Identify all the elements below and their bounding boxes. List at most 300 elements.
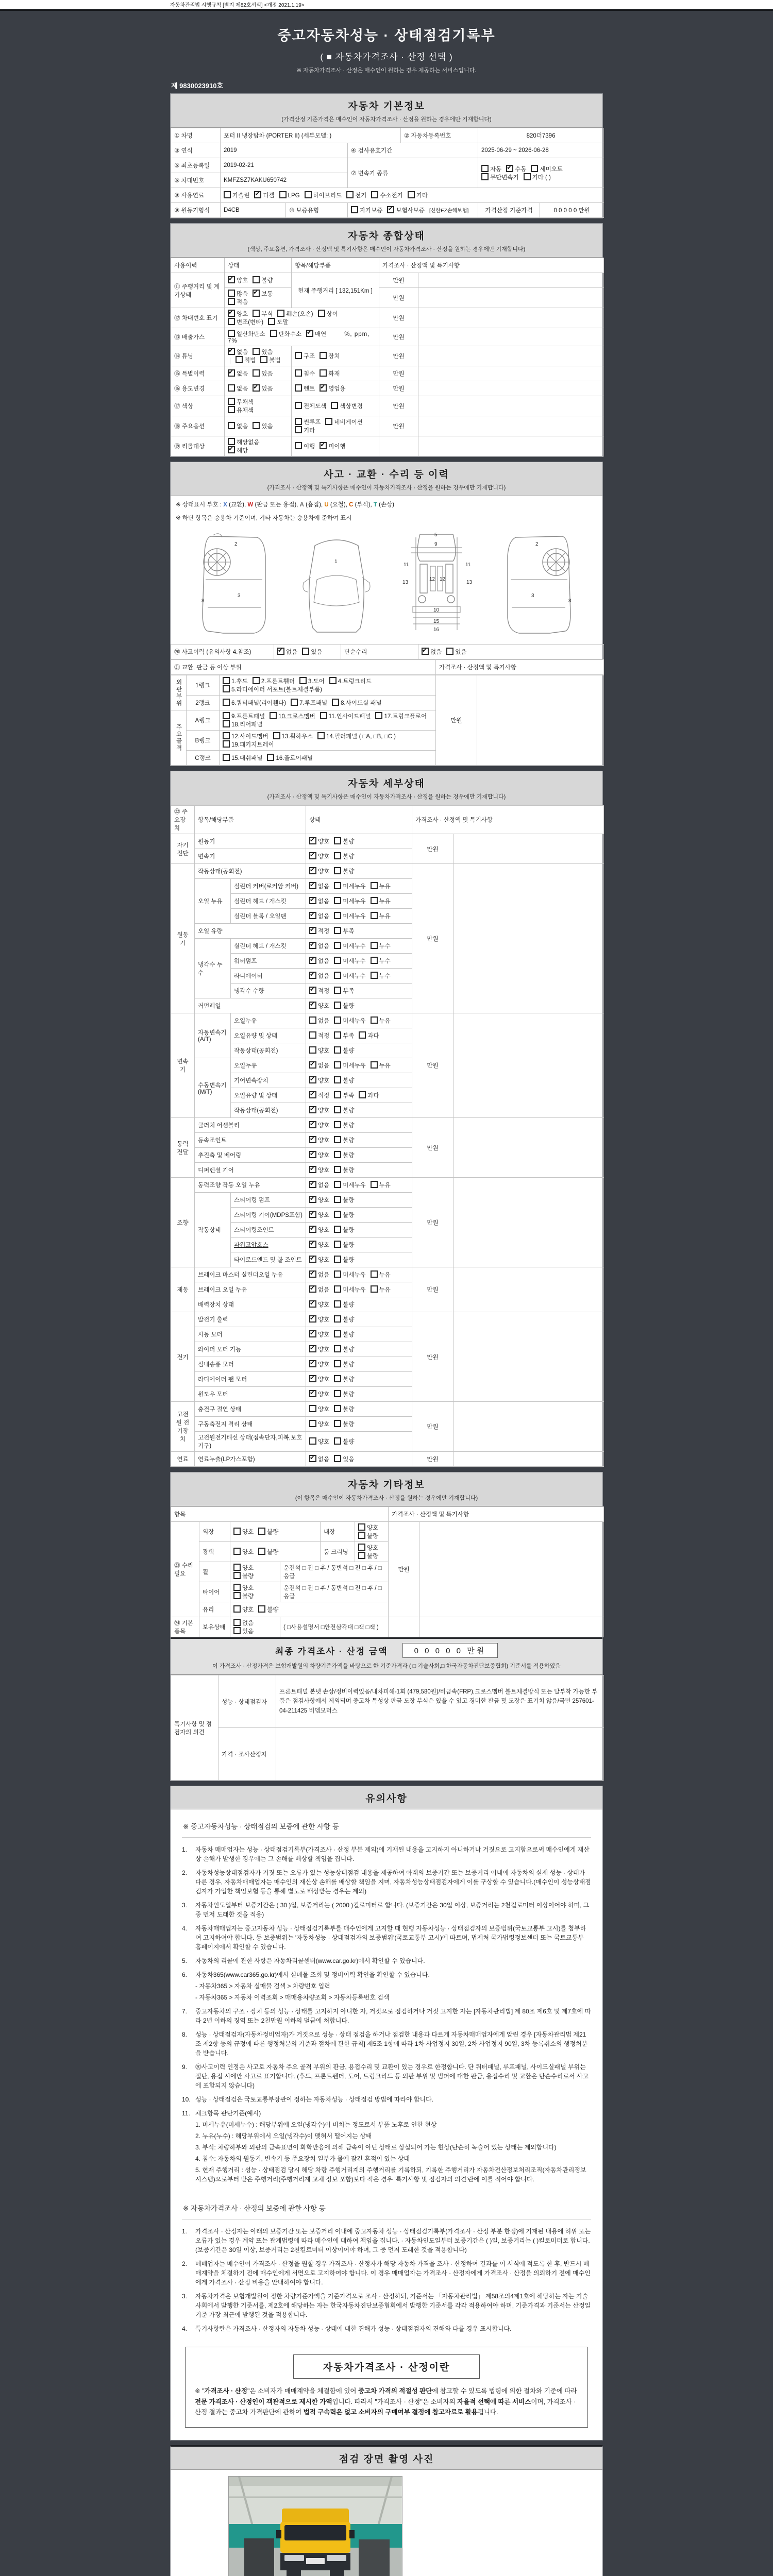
checkbox-label: 색상변경 xyxy=(340,403,363,410)
checkbox-label: 없음 xyxy=(318,1063,330,1069)
rank-parts xyxy=(220,710,436,731)
checkbox[interactable] xyxy=(309,1226,316,1233)
checkbox[interactable] xyxy=(309,837,316,844)
state-code-legend xyxy=(171,496,602,510)
checkbox[interactable] xyxy=(309,1241,316,1248)
checkbox[interactable] xyxy=(325,418,332,425)
checkbox[interactable] xyxy=(223,699,230,706)
notice-title: 유의사항 xyxy=(365,1793,408,1804)
checkbox[interactable] xyxy=(228,406,235,413)
notice-item xyxy=(182,1901,591,1919)
checkbox[interactable] xyxy=(277,310,284,317)
checkbox[interactable] xyxy=(295,369,302,377)
part-checkbox-option xyxy=(320,712,371,720)
checkbox[interactable] xyxy=(334,837,341,844)
checkbox[interactable] xyxy=(295,384,302,392)
checkbox-option xyxy=(334,1420,354,1428)
checkbox-option xyxy=(233,1605,254,1614)
checkbox[interactable] xyxy=(295,352,302,359)
checkbox[interactable] xyxy=(358,1532,365,1539)
checkbox-option xyxy=(334,1091,354,1099)
checkbox[interactable] xyxy=(334,1211,341,1218)
checkbox[interactable] xyxy=(371,191,378,198)
checkbox[interactable] xyxy=(233,1548,241,1555)
checkbox[interactable] xyxy=(309,1300,316,1308)
checkbox[interactable] xyxy=(371,972,378,979)
checkbox[interactable] xyxy=(253,290,260,297)
checkbox[interactable] xyxy=(371,1285,378,1293)
checkbox-option xyxy=(309,1002,329,1010)
checkbox[interactable] xyxy=(358,1523,365,1531)
checkbox[interactable] xyxy=(309,1211,316,1218)
checkbox[interactable] xyxy=(334,912,341,919)
checkbox[interactable] xyxy=(422,648,429,655)
item-checkboxes xyxy=(292,346,379,366)
price-cell: 만원 xyxy=(379,416,418,436)
checkbox-option xyxy=(309,972,329,980)
checkbox-option xyxy=(309,897,329,905)
item-label: 작동상태(공회전) xyxy=(231,1043,306,1058)
checkbox[interactable] xyxy=(334,972,341,979)
rank-parts xyxy=(220,731,436,751)
checkbox[interactable] xyxy=(253,310,260,317)
checkbox[interactable] xyxy=(334,1375,341,1382)
checkbox-label: 없음 xyxy=(318,958,330,964)
checkbox[interactable] xyxy=(273,732,280,739)
checkbox[interactable] xyxy=(334,1420,341,1427)
item-label: 변속기 xyxy=(195,849,306,864)
checkbox-option xyxy=(506,165,526,173)
checkbox[interactable] xyxy=(309,1136,316,1143)
notice-item xyxy=(182,2007,591,2025)
checkbox[interactable] xyxy=(228,398,235,405)
checkbox[interactable] xyxy=(334,1016,341,1024)
checkbox-option xyxy=(334,1285,365,1294)
checkbox[interactable] xyxy=(358,1544,365,1551)
column-header: ㉒ 주요장치 xyxy=(171,806,195,834)
checkbox[interactable] xyxy=(331,402,338,409)
checkbox[interactable] xyxy=(309,1106,316,1113)
checkbox[interactable] xyxy=(309,1437,316,1445)
checkbox-option xyxy=(334,1076,354,1084)
checkbox[interactable] xyxy=(309,1031,316,1039)
notes-cell xyxy=(418,436,604,456)
state-checkboxes xyxy=(306,1372,412,1387)
checkbox-option xyxy=(371,1016,391,1025)
checkbox[interactable] xyxy=(334,1330,341,1337)
checkbox[interactable] xyxy=(309,1151,316,1158)
checkbox[interactable] xyxy=(371,897,378,904)
checkbox[interactable] xyxy=(334,1002,341,1009)
checkbox[interactable] xyxy=(309,1375,316,1382)
notice-list-2 xyxy=(182,2227,591,2333)
item-label: 외장 xyxy=(199,1522,230,1542)
checkbox[interactable] xyxy=(334,1345,341,1352)
checkbox[interactable] xyxy=(309,1002,316,1009)
checkbox[interactable] xyxy=(334,1166,341,1173)
checkbox[interactable] xyxy=(309,972,316,979)
row-label: ⑭ 튜닝 xyxy=(171,346,225,366)
checkbox[interactable] xyxy=(334,852,341,859)
checkbox[interactable] xyxy=(309,1016,316,1024)
checkbox[interactable] xyxy=(291,699,298,706)
notice-item xyxy=(182,1868,591,1896)
checkbox[interactable] xyxy=(359,1031,366,1039)
checkbox[interactable] xyxy=(295,402,302,409)
checkbox[interactable] xyxy=(260,356,267,363)
overall-state-note: (색상, 주요옵션, 가격조사 · 산정액 및 특기사항은 매수인이 자동차가격조사 · 산정을 원하는 경우에만 기재합니다) xyxy=(247,246,526,252)
checkbox[interactable] xyxy=(254,191,261,198)
checkbox-label: 양호 xyxy=(237,278,248,284)
checkbox[interactable] xyxy=(309,927,316,934)
checkbox[interactable] xyxy=(228,290,235,297)
checkbox[interactable] xyxy=(334,1226,341,1233)
checkbox[interactable] xyxy=(309,1166,316,1173)
checkbox[interactable] xyxy=(371,1181,378,1188)
checkbox-label: 디젤 xyxy=(263,193,275,199)
notice-item-subline: 2. 누유(누수) : 해당부위에서 오일(냉각수)이 맺혀서 떨어지는 상태 xyxy=(195,2132,372,2140)
checkbox[interactable] xyxy=(334,867,341,874)
checkbox-option xyxy=(309,837,329,845)
checkbox-label: 유채색 xyxy=(237,408,254,414)
checkbox-option xyxy=(320,442,345,450)
checkbox[interactable] xyxy=(253,677,260,684)
item-group-label: 냉각수 누수 xyxy=(195,939,231,998)
checkbox[interactable] xyxy=(309,987,316,994)
notice-item-text: 성능 · 상태점검은 국토교통부장관이 정하는 자동차성능 · 상태점검 방법에 따라야 합니다. xyxy=(195,2096,433,2103)
notice-item xyxy=(182,1924,591,1952)
checkbox[interactable] xyxy=(267,754,274,761)
checkbox[interactable] xyxy=(233,1627,241,1634)
checkbox[interactable] xyxy=(295,418,302,425)
checkbox[interactable] xyxy=(233,1584,241,1591)
rank-label: 2랭크 xyxy=(187,696,220,710)
checkbox[interactable] xyxy=(334,1196,341,1203)
checkbox-option xyxy=(309,1046,329,1055)
checkbox[interactable] xyxy=(309,1315,316,1323)
checkbox[interactable] xyxy=(309,882,316,889)
checkbox[interactable] xyxy=(318,310,325,317)
checkbox[interactable] xyxy=(320,442,327,449)
checkbox-option xyxy=(228,398,254,406)
checkbox[interactable] xyxy=(228,276,235,283)
checkbox[interactable] xyxy=(279,191,287,198)
checkbox-option xyxy=(320,352,340,360)
checkbox[interactable] xyxy=(334,1061,341,1069)
part-checkbox-option xyxy=(299,677,325,685)
checkbox[interactable] xyxy=(334,1046,341,1054)
checkbox-label: 양호 xyxy=(318,1377,330,1383)
checkbox[interactable] xyxy=(332,699,339,706)
checkbox[interactable] xyxy=(506,165,513,172)
checkbox[interactable] xyxy=(329,677,337,684)
checkbox[interactable] xyxy=(268,318,275,325)
explain-text-segment: 중고차 가격의 적절성 판단 xyxy=(358,2387,432,2395)
checkbox[interactable] xyxy=(309,912,316,919)
checkbox[interactable] xyxy=(309,1330,316,1337)
checkbox[interactable] xyxy=(309,1405,316,1412)
checkbox[interactable] xyxy=(233,1619,241,1626)
checkbox[interactable] xyxy=(228,384,235,392)
checkbox[interactable] xyxy=(351,206,358,213)
checkbox[interactable] xyxy=(277,648,284,655)
checkbox[interactable] xyxy=(228,318,235,325)
overall-state-title: 자동차 종합상태 xyxy=(348,231,425,242)
state-checkboxes xyxy=(306,1178,412,1193)
checkbox-option xyxy=(260,356,280,364)
checkbox-label: 없음 xyxy=(286,649,298,655)
checkbox[interactable] xyxy=(334,1121,341,1128)
checkbox[interactable] xyxy=(334,1270,341,1278)
checkbox[interactable] xyxy=(334,1437,341,1445)
field-label: ① 차명 xyxy=(171,128,221,143)
checkbox[interactable] xyxy=(233,1528,241,1535)
checkbox[interactable] xyxy=(334,1315,341,1323)
checkbox-option xyxy=(309,1315,329,1324)
checkbox[interactable] xyxy=(224,191,231,198)
checkbox-label: 양호 xyxy=(318,1138,330,1144)
checkbox-label: 상이 xyxy=(326,311,338,317)
checkbox-label: 없음 xyxy=(318,943,330,950)
checkbox[interactable] xyxy=(233,1572,241,1579)
checkbox[interactable] xyxy=(309,1181,316,1188)
checkbox[interactable] xyxy=(359,1091,366,1098)
detail-state-body xyxy=(171,805,602,1467)
inspector-comment xyxy=(276,1728,604,1781)
diagram-number: 10 xyxy=(433,607,440,613)
checkbox[interactable] xyxy=(228,422,235,429)
state-checkboxes xyxy=(306,1148,412,1163)
checkbox[interactable] xyxy=(223,732,230,739)
checkbox[interactable] xyxy=(481,165,489,172)
part-label: 16.플로어패널 xyxy=(276,755,313,761)
checkbox[interactable] xyxy=(258,1548,265,1555)
checkbox[interactable] xyxy=(309,1420,316,1427)
part-checkbox-option xyxy=(332,699,381,707)
checkbox[interactable] xyxy=(320,369,327,377)
checkbox[interactable] xyxy=(228,348,235,355)
checkbox[interactable] xyxy=(334,1285,341,1293)
notice-item-number: 4. xyxy=(182,2325,188,2332)
checkbox[interactable] xyxy=(334,1136,341,1143)
checkbox-label: 과다 xyxy=(367,1033,379,1039)
checkbox-label: 없음 xyxy=(318,884,330,890)
checkbox-label: 수동 xyxy=(515,166,527,173)
checkbox[interactable] xyxy=(253,369,260,377)
checkbox[interactable] xyxy=(306,330,313,337)
checkbox[interactable] xyxy=(309,1360,316,1367)
checkbox[interactable] xyxy=(228,310,235,317)
checkbox[interactable] xyxy=(309,852,316,859)
checkbox[interactable] xyxy=(446,648,453,655)
state-checkboxes xyxy=(230,1542,321,1562)
checkbox[interactable] xyxy=(334,942,341,949)
checkbox[interactable] xyxy=(334,1151,341,1158)
checkbox[interactable] xyxy=(309,1390,316,1397)
checkbox[interactable] xyxy=(346,191,354,198)
checkbox[interactable] xyxy=(334,1360,341,1367)
checkbox[interactable] xyxy=(223,677,230,684)
checkbox[interactable] xyxy=(334,1390,341,1397)
checkbox[interactable] xyxy=(309,1076,316,1083)
checkbox[interactable] xyxy=(317,732,325,739)
checkbox[interactable] xyxy=(309,867,316,874)
checkbox[interactable] xyxy=(334,1455,341,1462)
checkbox[interactable] xyxy=(309,1196,316,1203)
part-checkbox-option xyxy=(223,732,268,740)
checkbox-option xyxy=(371,191,402,199)
item-label: 와이퍼 모터 기능 xyxy=(195,1342,306,1357)
notice-block1-title: ※ 중고자동차성능 · 상태점검의 보증에 관한 사항 등 xyxy=(182,1816,591,1838)
section-other-info xyxy=(170,1472,603,1781)
checkbox[interactable] xyxy=(371,1270,378,1278)
checkbox-option xyxy=(295,418,321,426)
checkbox[interactable] xyxy=(302,648,309,655)
notice-item-text: 자동차365(www.car365.go.kr)에서 실매물 조회 및 정비이력 확인을 확인할 수 있습니다. - 자동차365 > 자동차 실매물 검색 > 차량번호 입력 - 자동차365 > 자동차 이력조회 > 매매용차량조회 > 자동차등록번호 검색 xyxy=(195,1970,591,2002)
checkbox[interactable] xyxy=(253,384,260,392)
checkbox[interactable] xyxy=(320,352,327,359)
checkbox[interactable] xyxy=(309,1256,316,1263)
checkbox[interactable] xyxy=(524,173,531,180)
checkbox[interactable] xyxy=(228,369,235,377)
checkbox-option xyxy=(481,173,519,181)
checkbox[interactable] xyxy=(408,191,415,198)
checkbox[interactable] xyxy=(334,1241,341,1248)
checkbox[interactable] xyxy=(309,1285,316,1293)
checkbox[interactable] xyxy=(228,298,235,305)
checkbox[interactable] xyxy=(228,330,235,337)
checkbox[interactable] xyxy=(387,206,394,213)
part-label: 11.인사이드패널 xyxy=(328,714,371,720)
checkbox[interactable] xyxy=(253,348,260,355)
checkbox[interactable] xyxy=(233,1564,241,1571)
checkbox[interactable] xyxy=(531,165,538,172)
checkbox-option xyxy=(258,1605,278,1614)
checkbox[interactable] xyxy=(334,897,341,904)
part-checkbox-option xyxy=(223,720,262,728)
checkbox[interactable] xyxy=(223,740,230,748)
checkbox[interactable] xyxy=(371,957,378,964)
table-row xyxy=(171,143,604,158)
notes-cell xyxy=(453,1402,604,1452)
checkbox-label: 일산화탄소 xyxy=(237,331,265,337)
checkbox[interactable] xyxy=(371,1016,378,1024)
checkbox[interactable] xyxy=(334,1256,341,1263)
checkbox[interactable] xyxy=(320,712,327,719)
checkbox[interactable] xyxy=(309,1091,316,1098)
checkbox[interactable] xyxy=(371,882,378,889)
checkbox[interactable] xyxy=(481,173,489,180)
checkbox-option xyxy=(334,1270,365,1279)
checkbox-label: 양호 xyxy=(318,1347,330,1353)
checkbox[interactable] xyxy=(309,942,316,949)
checkbox[interactable] xyxy=(223,720,230,727)
checkbox[interactable] xyxy=(228,446,235,453)
checkbox[interactable] xyxy=(371,942,378,949)
explain-text-segment: 가격조사 · 산정 xyxy=(204,2387,247,2395)
other-info-note: (이 항목은 매수인이 자동차가격조사 · 산정을 원하는 경우에만 기재합니다) xyxy=(295,1495,478,1501)
checkbox[interactable] xyxy=(334,1076,341,1083)
checkbox[interactable] xyxy=(305,191,312,198)
part-checkbox-option xyxy=(317,732,396,740)
price-cell xyxy=(389,1617,419,1637)
checkbox[interactable] xyxy=(299,677,307,684)
table-row xyxy=(171,416,604,436)
column-header: 항목/해당부품 xyxy=(195,806,306,834)
checkbox[interactable] xyxy=(371,912,378,919)
checkbox[interactable] xyxy=(334,1181,341,1188)
checkbox[interactable] xyxy=(233,1605,241,1613)
checkbox[interactable] xyxy=(258,1605,265,1613)
checkbox[interactable] xyxy=(309,1270,316,1278)
checkbox[interactable] xyxy=(233,1592,241,1599)
checkbox-label: 양호 xyxy=(318,1421,330,1428)
checkbox-label: 해당없음 xyxy=(237,439,260,446)
checkbox[interactable] xyxy=(334,882,341,889)
item-label: 실내송풍 모터 xyxy=(195,1357,306,1372)
checkbox[interactable] xyxy=(295,442,302,449)
checkbox[interactable] xyxy=(371,1061,378,1069)
item-label: 실린더 블록 / 오일팬 xyxy=(231,909,306,924)
checkbox-label: 불량 xyxy=(343,1048,355,1054)
checkbox[interactable] xyxy=(334,1031,341,1039)
checkbox[interactable] xyxy=(334,957,341,964)
checkbox[interactable] xyxy=(309,1455,316,1462)
checkbox[interactable] xyxy=(309,1061,316,1069)
checkbox-option xyxy=(334,897,365,905)
checkbox[interactable] xyxy=(236,356,243,363)
checkbox[interactable] xyxy=(270,330,277,337)
checkbox-option xyxy=(334,1121,354,1129)
checkbox-label: 불법 xyxy=(269,358,281,364)
checkbox[interactable] xyxy=(253,422,260,429)
checkbox-option xyxy=(371,897,391,905)
state-checkboxes xyxy=(230,1522,321,1542)
notice-item xyxy=(182,2062,591,2090)
checkbox[interactable] xyxy=(223,685,230,692)
checkbox[interactable] xyxy=(258,1528,265,1535)
checkbox[interactable] xyxy=(358,1552,365,1559)
checkbox[interactable] xyxy=(270,712,277,719)
checkbox[interactable] xyxy=(334,1106,341,1113)
checkbox[interactable] xyxy=(309,957,316,964)
checkbox[interactable] xyxy=(295,426,302,433)
checkbox[interactable] xyxy=(334,1091,341,1098)
checkbox[interactable] xyxy=(320,384,327,392)
checkbox[interactable] xyxy=(334,987,341,994)
checkbox-option xyxy=(254,191,274,199)
checkbox[interactable] xyxy=(309,1046,316,1054)
checkbox[interactable] xyxy=(253,276,260,283)
checkbox-option xyxy=(309,1061,329,1070)
checkbox-option xyxy=(334,1437,354,1446)
checkbox[interactable] xyxy=(309,1121,316,1128)
checkbox[interactable] xyxy=(334,927,341,934)
state-checkboxes xyxy=(306,984,412,998)
checkbox[interactable] xyxy=(334,1300,341,1308)
checkbox[interactable] xyxy=(223,712,230,719)
table-row xyxy=(171,396,604,416)
simple-repair-label: 단순수리 xyxy=(341,645,418,659)
checkbox[interactable] xyxy=(334,1405,341,1412)
checkbox[interactable] xyxy=(309,1345,316,1352)
checkbox-label: 양호 xyxy=(318,1362,330,1368)
checkbox[interactable] xyxy=(228,438,235,445)
checkbox[interactable] xyxy=(309,897,316,904)
checkbox[interactable] xyxy=(223,754,230,761)
checkbox[interactable] xyxy=(375,712,382,719)
checkbox-label: 양호 xyxy=(318,1227,330,1233)
